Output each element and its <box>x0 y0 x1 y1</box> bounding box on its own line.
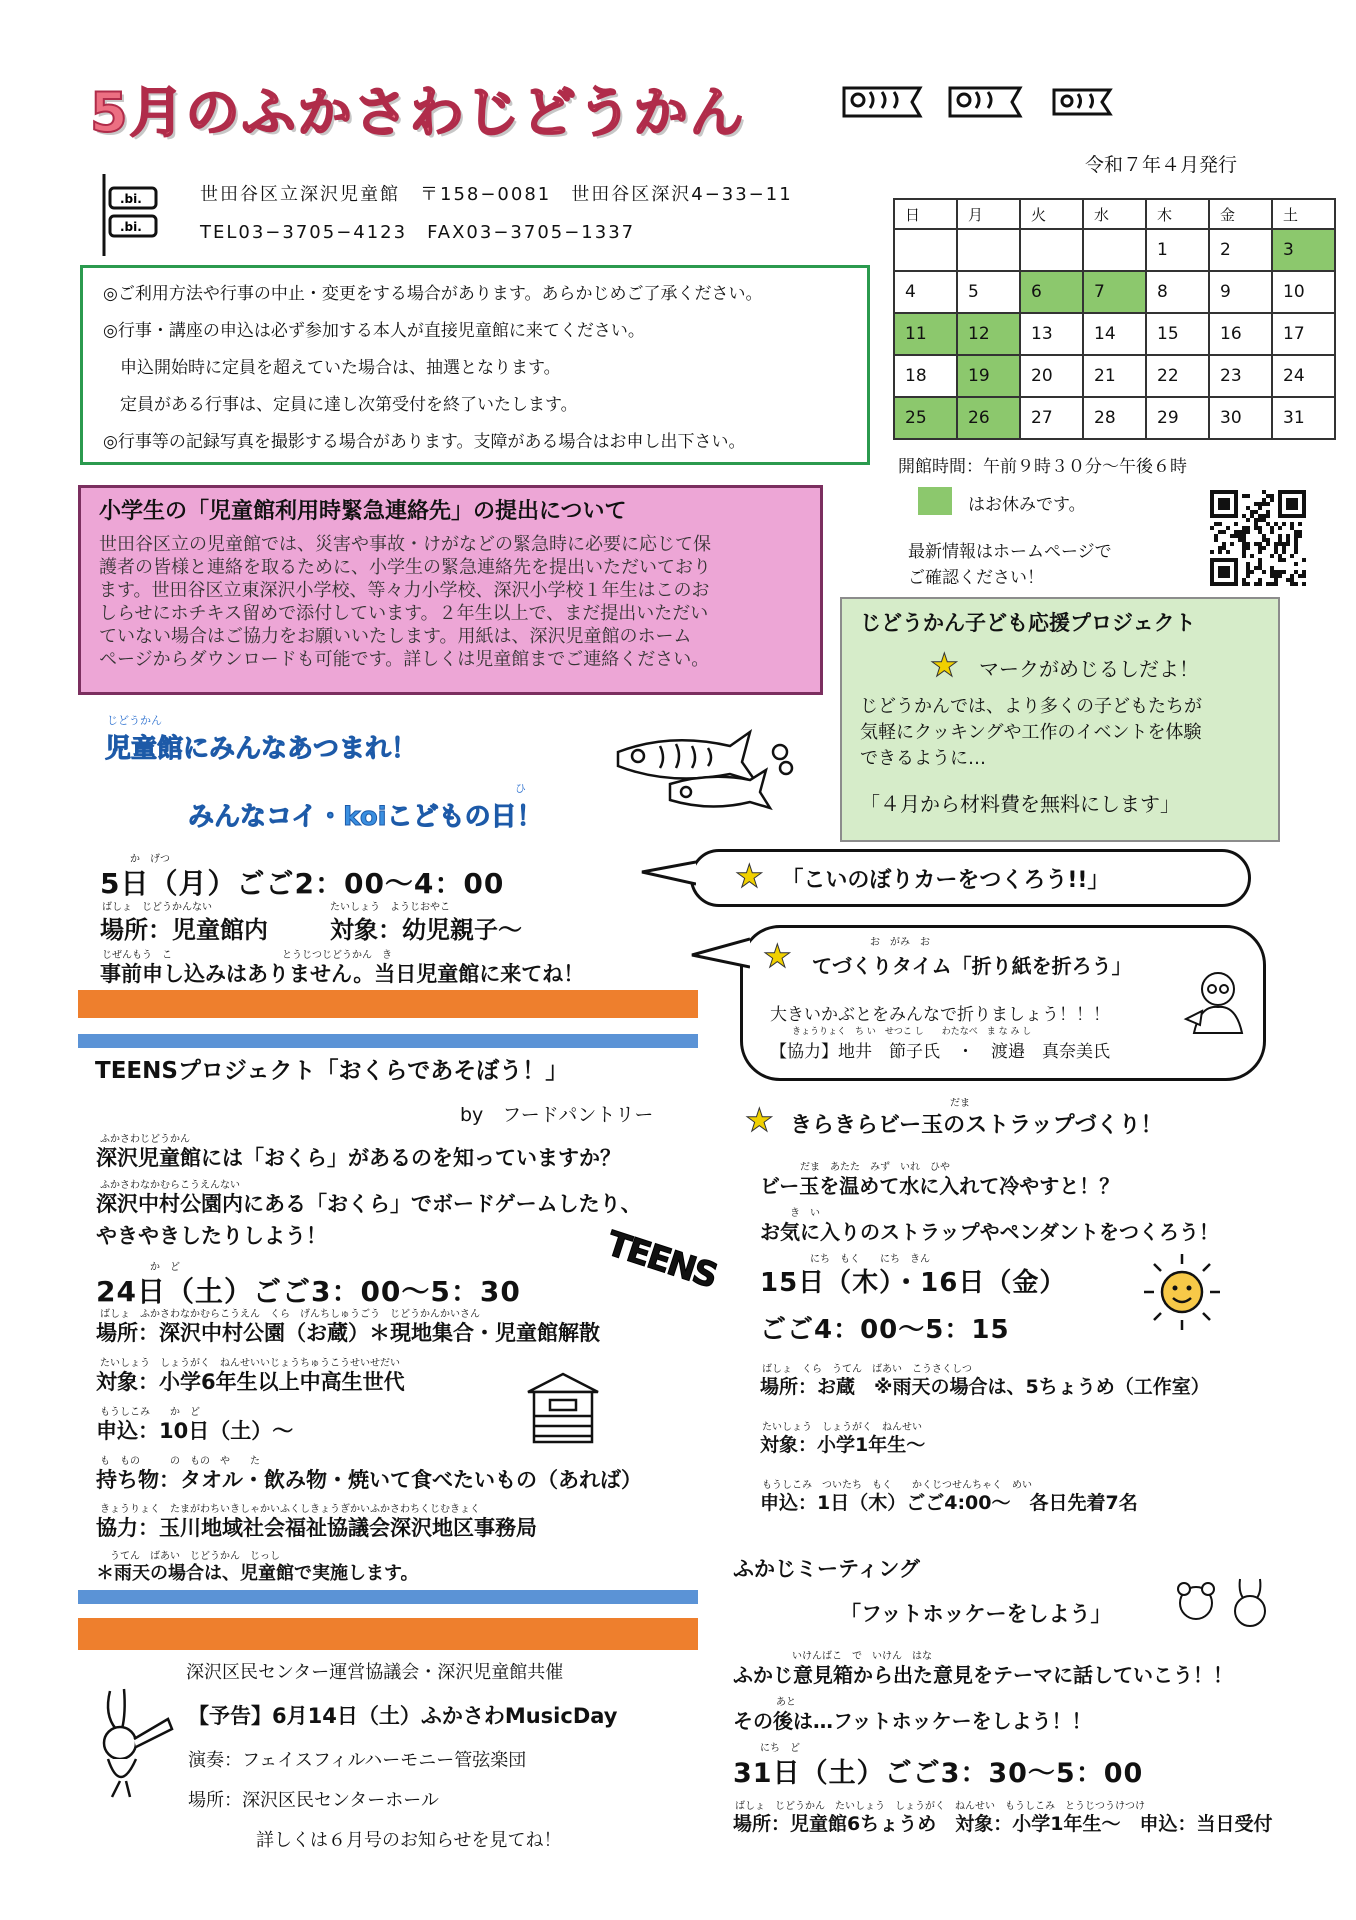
teens-line-3: やきやきしたりしよう！ <box>96 1224 327 1248</box>
calendar-header: 月 <box>957 199 1020 229</box>
koi-heading-2: みんなコイ・koiこどもの日！ <box>188 802 543 832</box>
teens-apply: 申込：10日（土）〜 <box>96 1419 294 1443</box>
notice-box <box>80 265 870 465</box>
ruby: ふかさわなかむらこうえんない <box>100 1180 240 1191</box>
calendar-day <box>894 229 957 271</box>
bubble-tail <box>690 935 750 971</box>
ruby: たいしょう ようじおやこ <box>330 902 450 913</box>
support-line: じどうかんでは、より多くの子どもたちが <box>860 696 1202 717</box>
emergency-heading: 小学生の「児童館利用時緊急連絡先」の提出について <box>99 499 627 524</box>
koi-heading-1: 児童館にみんなあつまれ！ <box>105 734 418 764</box>
ruby: きょうりょく ち い せつこ し わたなべ ま な み し <box>792 1027 1032 1037</box>
tel-line: TEL03−3705−4123 FAX03−3705−1337 <box>200 222 636 243</box>
calendar-day <box>957 229 1020 271</box>
ruby: もうしこみ ついたち もく かくじつせんちゃく めい <box>762 1480 1032 1491</box>
closed-legend-text: はお休みです。 <box>968 495 1086 515</box>
calendar-day: 25 <box>894 397 957 439</box>
music-note: 詳しくは６月号のお知らせを見てね！ <box>256 1830 562 1851</box>
koinobori-icon <box>840 82 1120 126</box>
teens-rain: ＊雨天の場合は、児童館で実施します。 <box>96 1563 419 1584</box>
teens-place: 場所：深沢中村公園（お蔵）＊現地集合・児童館解散 <box>96 1321 600 1345</box>
ruby: あと <box>776 1697 796 1708</box>
calendar-header: 金 <box>1209 199 1272 229</box>
beads-title: きらきらビー玉のストラップづくり！ <box>790 1113 1163 1138</box>
music-place: 場所：深沢区民センターホール <box>188 1790 439 1811</box>
svg-text:.bi.: .bi. <box>120 220 142 234</box>
animal-friends-icon <box>1170 1575 1280 1635</box>
calendar-day: 6 <box>1020 271 1083 313</box>
koi-place: 場所：児童館内 <box>100 916 268 944</box>
calendar-header: 木 <box>1146 199 1209 229</box>
ruby: ばしょ ふかさわなかむらこうえん くら げんちしゅうごう じどうかんかいさん <box>100 1309 480 1320</box>
address-line: 世田谷区立深沢児童館 〒158−0081 世田谷区深沢4−33−11 <box>200 184 793 205</box>
emergency-line: 世田谷区立の児童館では、災害や事故・けがなどの緊急時に必要に応じて保 <box>99 534 711 555</box>
notice-line: ◎ご利用方法や行事の中止・変更をする場合があります。あらかじめご了承ください。 <box>103 284 763 304</box>
calendar-day: 23 <box>1209 355 1272 397</box>
emergency-line: 護者の皆様と連絡を取るために、小学生の緊急連絡先を提出いただいており <box>99 557 711 578</box>
calendar-header: 土 <box>1272 199 1335 229</box>
ruby: ばしょ じどうかんない <box>102 902 212 913</box>
beads-date: 15日（木）・16日（金） <box>760 1268 1067 1298</box>
ruby: だま あたた みず いれ ひや <box>800 1162 950 1173</box>
closed-legend-swatch <box>918 487 952 515</box>
storehouse-icon <box>520 1370 606 1446</box>
meeting-line-1: ふかじ意見箱から出た意見をテーマに話していこう！！ <box>733 1663 1233 1687</box>
beads-apply: 申込：1日（木）ごご4:00〜 各日先着7名 <box>760 1492 1138 1514</box>
qr-code-icon[interactable] <box>1210 490 1306 586</box>
ruby: ひ <box>515 782 526 795</box>
music-host: 深沢区民センター運営協議会・深沢児童館共催 <box>186 1662 564 1683</box>
divider-stripe <box>78 990 698 1018</box>
koi-target: 対象：幼児親子〜 <box>330 916 522 944</box>
calendar-day: 9 <box>1209 271 1272 313</box>
calendar-day: 7 <box>1083 271 1146 313</box>
carp-streamer-icon <box>610 722 800 822</box>
teens-line-2: 深沢中村公園内にある「おくら」でボードゲームしたり、 <box>96 1192 642 1216</box>
calendar-day: 24 <box>1272 355 1335 397</box>
origami-line: 大きいかぶとをみんなで折りましょう！！！ <box>770 1005 1110 1025</box>
teens-by: by フードパントリー <box>460 1104 654 1126</box>
calendar-day: 5 <box>957 271 1020 313</box>
calendar-day: 20 <box>1020 355 1083 397</box>
calendar-day: 18 <box>894 355 957 397</box>
support-free-line: 「４月から材料費を無料にします」 <box>860 792 1180 816</box>
calendar-day: 28 <box>1083 397 1146 439</box>
ruby: きょうりょく たまがわちいきしゃかいふくしきょうぎかいふかさわちくじむきょく <box>100 1504 480 1515</box>
calendar <box>893 198 1336 440</box>
ruby: たいしょう しょうがく ねんせい <box>762 1422 922 1433</box>
origami-title: てづくりタイム「折り紙を折ろう」 <box>812 954 1132 978</box>
star-icon: ★ <box>930 646 959 684</box>
star-icon: ★ <box>735 857 764 895</box>
ruby: か げつ <box>130 854 170 865</box>
calendar-day: 30 <box>1209 397 1272 439</box>
calendar-day: 4 <box>894 271 957 313</box>
calendar-day: 27 <box>1020 397 1083 439</box>
emergency-contact-box <box>78 485 823 695</box>
ruby: お がみ お <box>870 937 930 948</box>
calendar-day: 1 <box>1146 229 1209 271</box>
beads-place: 場所：お蔵 ※雨天の場合は、5ちょうめ（工作室） <box>760 1376 1210 1398</box>
koi-note: 事前申し込みはありません。当日児童館に来てね！ <box>100 962 585 986</box>
calendar-day: 15 <box>1146 313 1209 355</box>
homepage-text-1: 最新情報はホームページで <box>908 542 1112 562</box>
calendar-day <box>1083 229 1146 271</box>
meeting-subtitle: 「フットホッケーをしよう」 <box>840 1602 1112 1626</box>
signpost-icon <box>92 170 162 260</box>
ruby: もうしこみ か ど <box>100 1407 200 1418</box>
calendar-day: 2 <box>1209 229 1272 271</box>
notice-line: ◎行事等の記録写真を撮影する場合があります。支障がある場合はお申し出下さい。 <box>103 432 746 452</box>
ruby: じどうかん <box>107 714 162 727</box>
calendar-day: 14 <box>1083 313 1146 355</box>
calendar-day: 22 <box>1146 355 1209 397</box>
ruby: き い <box>790 1208 820 1219</box>
ruby: ふかさわじどうかん <box>100 1134 190 1145</box>
notice-line: 定員がある行事は、定員に達し次第受付を終了いたします。 <box>103 395 578 415</box>
teens-date: 24日（土）ごご3：00〜5：30 <box>96 1275 521 1308</box>
koi-date: 5日（月）ごご2：00〜4：00 <box>100 867 505 900</box>
calendar-day: 31 <box>1272 397 1335 439</box>
calendar-header: 火 <box>1020 199 1083 229</box>
support-project-box <box>840 597 1280 842</box>
rabbit-trumpet-icon <box>86 1685 178 1805</box>
calendar-day: 26 <box>957 397 1020 439</box>
ruby: じぜんもう こ とうじつじどうかん き <box>102 950 392 961</box>
calendar-day <box>1020 229 1083 271</box>
support-line: 気軽にクッキングや工作のイベントを体験 <box>860 722 1202 743</box>
support-mark-line: マークがめじるしだよ！ <box>979 657 1200 681</box>
calendar-day: 11 <box>894 313 957 355</box>
svg-text:.bi.: .bi. <box>120 192 142 206</box>
meeting-line-2: その後は…フットホッケーをしよう！！ <box>733 1709 1092 1733</box>
teens-line-1: 深沢児童館には「おくら」があるのを知っていますか？ <box>96 1146 621 1170</box>
ruby: ばしょ じどうかん たいしょう しょうがく ねんせい もうしこみ とうじつうけつけ <box>735 1801 1145 1812</box>
notice-line: 申込開始時に定員を超えていた場合は、抽選となります。 <box>103 358 561 378</box>
sun-icon <box>1140 1250 1224 1334</box>
music-title: 【予告】6月14日（土）ふかさわMusicDay <box>188 1704 618 1728</box>
ruby: たいしょう しょうがく ねんせいいじょうちゅうこうせいせだい <box>100 1358 400 1369</box>
emergency-line: ページからダウンロードも可能です。詳しくは児童館までご連絡ください。 <box>99 649 710 670</box>
beads-line-1: ビー玉を温めて水に入れて冷やすと！？ <box>760 1174 1120 1198</box>
calendar-header: 水 <box>1083 199 1146 229</box>
ruby: にち もく にち きん <box>810 1254 930 1265</box>
bubble-tail <box>640 858 696 888</box>
emergency-line: ます。世田谷区立東深沢小学校、等々力小学校、深沢小学校１年生はこのお <box>99 580 710 601</box>
emergency-line: ていない場合はご協力をお願いいたします。用紙は、深沢児童館のホーム <box>99 626 692 647</box>
bubble-koi-car: 「こいのぼりカーをつくろう!!」 <box>781 868 1110 893</box>
ruby: だま <box>950 1098 970 1109</box>
star-icon: ★ <box>745 1101 774 1139</box>
calendar-day: 8 <box>1146 271 1209 313</box>
divider-stripe <box>78 1618 698 1650</box>
calendar-day: 21 <box>1083 355 1146 397</box>
meeting-title: ふかじミーティング <box>733 1557 920 1581</box>
emergency-line: しらせにホチキス留めで添付しています。２年生以上で、まだ提出いただい <box>99 603 709 624</box>
ruby: か ど <box>150 1262 180 1273</box>
opening-hours: 開館時間：午前９時３０分〜午後６時 <box>898 457 1187 477</box>
teens-coop: 協力：玉川地域社会福祉協議会深沢地区事務局 <box>96 1516 537 1540</box>
teens-bring: 持ち物：タオル・飲み物・焼いて食べたいもの（あれば） <box>96 1468 642 1492</box>
teens-target: 対象：小学6年生以上中高生世代 <box>96 1370 405 1394</box>
teens-title: TEENSプロジェクト「おくらであそぼう！」 <box>95 1058 569 1084</box>
calendar-day: 17 <box>1272 313 1335 355</box>
divider-stripe <box>78 1590 698 1604</box>
ruby: にち ど <box>760 1743 800 1754</box>
issue-date: 令和７年４月発行 <box>1085 154 1238 176</box>
calendar-day: 10 <box>1272 271 1335 313</box>
ruby: ばしょ くら うてん ばあい こうさくしつ <box>762 1364 972 1375</box>
calendar-day: 16 <box>1209 313 1272 355</box>
divider-stripe <box>78 1034 698 1048</box>
ruby: うてん ばあい じどうかん じっし <box>110 1551 280 1562</box>
beads-time: ごご4：00〜5：15 <box>760 1315 1010 1345</box>
teens-logo: TEENS <box>601 1223 722 1297</box>
calendar-day: 3 <box>1272 229 1335 271</box>
calendar-day: 29 <box>1146 397 1209 439</box>
calendar-day: 12 <box>957 313 1020 355</box>
music-performer: 演奏：フェイスフィルハーモニー管弦楽団 <box>188 1750 527 1771</box>
homepage-text-2: ご確認ください！ <box>908 568 1044 588</box>
calendar-day: 13 <box>1020 313 1083 355</box>
support-title: じどうかん子ども応援プロジェクト <box>860 611 1196 635</box>
ruby: いけんばこ で いけん はな <box>792 1651 932 1662</box>
beads-target: 対象：小学1年生〜 <box>760 1434 926 1456</box>
grandma-illustration-icon <box>1180 965 1250 1035</box>
meeting-bottom: 場所：児童館6ちょうめ 対象：小学1年生〜 申込：当日受付 <box>733 1813 1273 1835</box>
origami-cooperation: 【協力】地井 節子氏 ・ 渡邉 真奈美氏 <box>770 1042 1110 1062</box>
star-icon: ★ <box>763 937 792 975</box>
calendar-day: 19 <box>957 355 1020 397</box>
meeting-date: 31日（土）ごご3：30〜5：00 <box>733 1758 1144 1789</box>
notice-line: ◎行事・講座の申込は必ず参加する本人が直接児童館に来てください。 <box>103 321 645 341</box>
ruby: も もの の もの や た <box>100 1456 260 1467</box>
calendar-header: 日 <box>894 199 957 229</box>
beads-line-2: お気に入りのストラップやペンダントをつくろう！ <box>760 1220 1219 1244</box>
support-line: できるように… <box>860 748 986 769</box>
page-title: 5月のふかさわじどうかん <box>90 81 746 144</box>
